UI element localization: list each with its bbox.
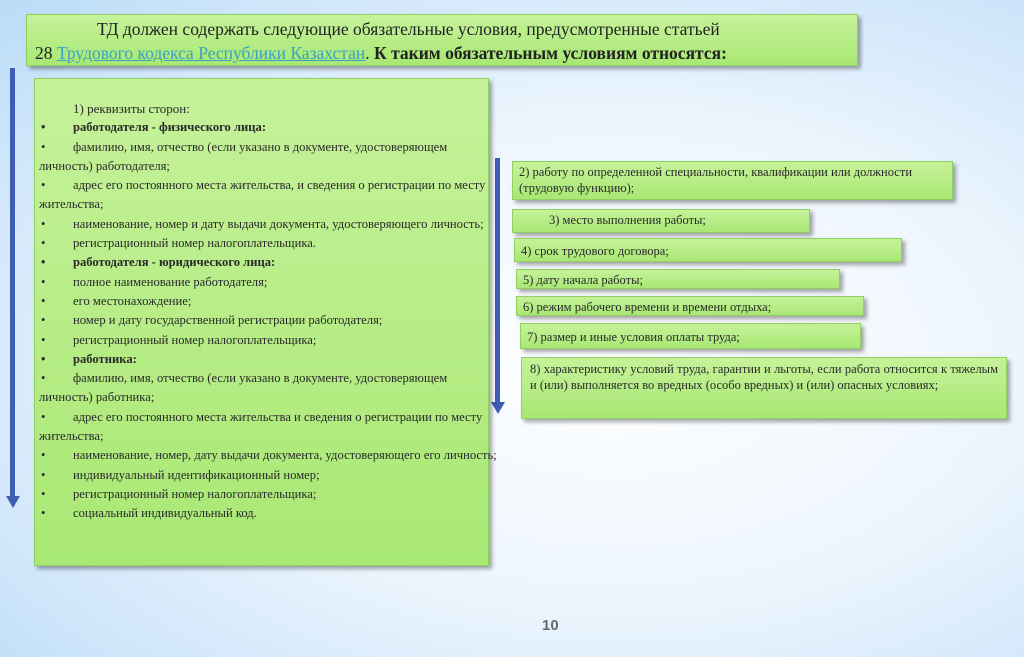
condition-item-4: 4) срок трудового договора; — [514, 238, 902, 262]
employee-heading: • работника: — [41, 351, 137, 366]
condition-item-7: 7) размер и иные условия оплаты труда; — [520, 323, 861, 349]
condition-item-8: 8) характеристику условий труда, гарантии и льготы, если работа относится к тяжелым и (или) выполняется во вредных (особо вредных) и (или) опасных условиях; — [521, 357, 1007, 419]
title-line-2 — [35, 43, 727, 63]
list-item: • наименование, номер и дату выдачи документа, удостоверяющего личность; — [41, 216, 484, 231]
list-item: • номер и дату государственной регистрации работодателя; — [41, 313, 383, 328]
employer-legal-heading: • работодателя - юридического лица: — [41, 255, 276, 270]
list-item-continuation: личность) работника; — [39, 390, 155, 405]
page-number: 10 — [542, 617, 559, 634]
title-line-1: ТД должен содержать следующие обязательные условия, предусмотренные статьей — [97, 19, 720, 39]
list-item: • полное наименование работодателя; — [41, 274, 268, 289]
list-item: • регистрационный номер налогоплательщика; — [41, 486, 317, 501]
list-item: • адрес его постоянного места жительства, и сведения о регистрации по месту — [41, 178, 486, 193]
list-item-continuation: личность) работодателя; — [39, 158, 170, 173]
list-item-continuation: жительства; — [39, 429, 104, 444]
list-item-continuation: жительства; — [39, 197, 104, 212]
list-item: • регистрационный номер налогоплательщика. — [41, 236, 317, 251]
title-separator: . — [365, 43, 375, 63]
list-item: • адрес его постоянного места жительства и сведения о регистрации по месту — [41, 409, 483, 424]
requisites-heading: 1) реквизиты сторон: — [73, 101, 190, 116]
list-item: • фамилию, имя, отчество (если указано в документе, удостоверяющем — [41, 371, 448, 386]
list-item: • индивидуальный идентификационный номер; — [41, 467, 320, 482]
list-item: • фамилию, имя, отчество (если указано в документе, удостоверяющем — [41, 139, 448, 154]
condition-item-6: 6) режим рабочего времени и времени отдыха; — [516, 296, 864, 316]
list-item: • регистрационный номер налогоплательщика; — [41, 332, 317, 347]
title-box — [26, 14, 858, 66]
labor-code-link[interactable]: Трудового кодекса Республики Казахстан — [56, 43, 366, 63]
condition-item-5: 5) дату начала работы; — [516, 269, 840, 289]
condition-item-3: 3) место выполнения работы; — [512, 209, 810, 233]
list-item: • социальный индивидуальный код. — [41, 506, 257, 521]
title-bold-text: К таким обязательным условиям относятся: — [374, 43, 727, 63]
employer-individual-heading: • работодателя - физического лица: — [41, 120, 267, 135]
list-item: • его местонахождение; — [41, 293, 192, 308]
condition-item-2: 2) работу по определенной специальности, квалификации или должности (трудовую функцию); — [512, 161, 953, 200]
requisites-box — [34, 78, 497, 566]
title-article-number: 28 — [35, 43, 57, 63]
list-item: • наименование, номер, дату выдачи документа, удостоверяющего его личность; — [41, 448, 497, 463]
